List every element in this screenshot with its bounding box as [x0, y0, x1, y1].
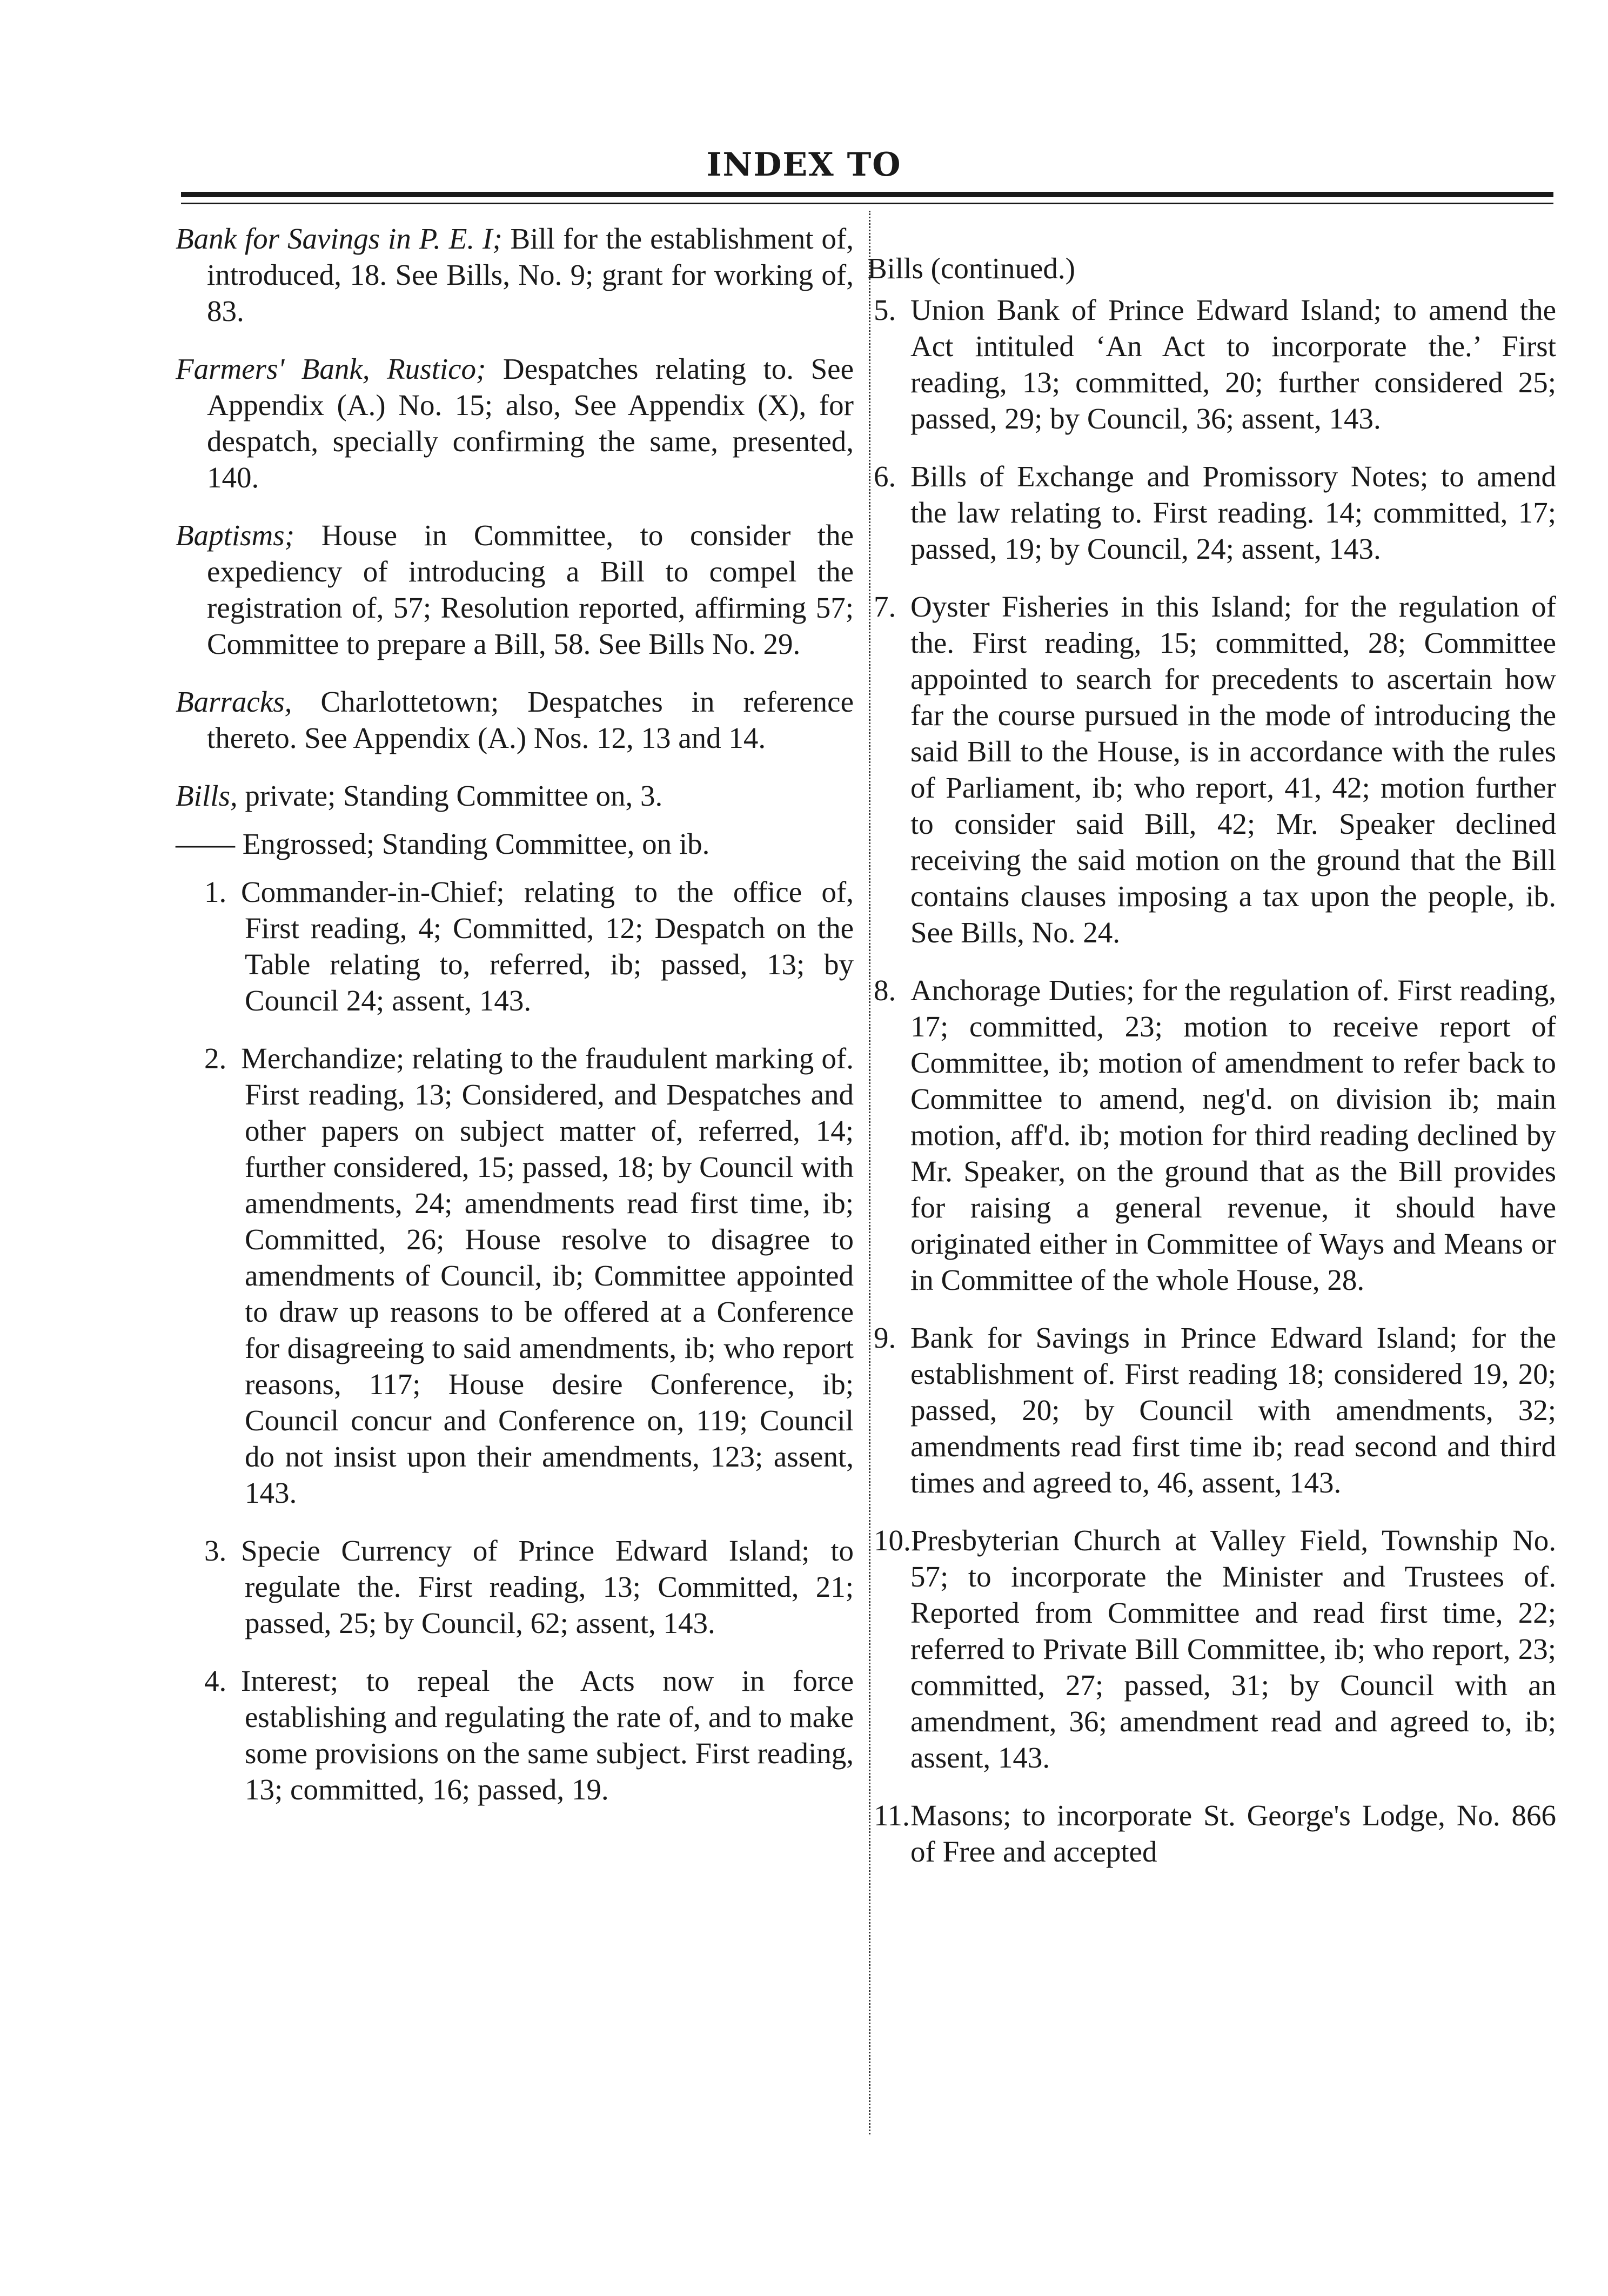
- bill-entry: 1. Commander-in-Chief; relating to the office of, First reading, 4; Committed, 12; Despatch on the Table relating to, referred, ib; passed, 13; by Council 24; assent, 143.: [204, 875, 854, 1017]
- right-column: [867, 220, 1556, 1891]
- index-entry: Farmers' Bank, Rustico; Despatches relating to. See Appendix (A.) No. 15; also, See Appendix (X), for despatch, specially confirming the same, presented, 140.: [176, 352, 854, 494]
- bill-entry: 7. Oyster Fisheries in this Island; for the regulation of the. First reading, 15; committed, 28; Committee appointed to search for precedents to ascertain how far the course pursued in the mode of introducing the said Bill to the House, is in accordance with the rules of Parliament, ib; who report, 41, 42; motion further to consider said Bill, 42; Mr. Speaker declined receiving the said motion on the ground that the Bill contains clauses imposing a tax upon the people, ib. See Bills, No. 24.: [874, 590, 1556, 949]
- bill-entry: 4. Interest; to repeal the Acts now in force establishing and regulating the rate of, and to make some provisions on the same subject. First reading, 13; committed, 16; passed, 19.: [204, 1664, 854, 1806]
- bill-entry: 10.Presbyterian Church at Valley Field, Township No. 57; to incorporate the Minister and Trustees of. Reported from Committee and read first time, 22; referred to Private Bill Committee, ib; who report, 23; committed, 27; passed, 31; by Council with an amendment, 36; amendment read and agreed to, ib; assent, 143.: [874, 1524, 1556, 1774]
- page-header: INDEX TO: [706, 146, 902, 184]
- index-entry: Baptisms; House in Committee, to consider the expediency of introducing a Bill to compel the registration of, 57; Resolution reported, affirming 57; Committee to prepare a Bill, 58. See Bills No. 29.: [176, 519, 854, 660]
- bill-entry: 6. Bills of Exchange and Promissory Notes; to amend the law relating to. First reading. 14; committed, 17; passed, 19; by Council, 24; assent, 143.: [874, 460, 1556, 565]
- bill-entry: 8. Anchorage Duties; for the regulation of. First reading, 17; committed, 23; motion to receive report of Committee, ib; motion of amendment to refer back to Committee to amend, neg'd. on division ib; main motion, aff'd. ib; motion for third reading declined by Mr. Speaker, on the ground that as the Bill provides for raising a general revenue, it should have originated either in Committee of Ways and Means or in Committee of the whole House, 28.: [874, 974, 1556, 1296]
- bill-entry: 9. Bank for Savings in Prince Edward Island; for the establishment of. First reading 18; considered 19, 20; passed, 20; by Council with amendments, 32; amendments read first time ib; read second and third times and agreed to, 46, assent, 143.: [874, 1321, 1556, 1499]
- index-entry: Bills, private; Standing Committee on, 3.: [176, 779, 663, 812]
- bill-entry: 5. Union Bank of Prince Edward Island; to amend the Act intituled ‘An Act to incorporate the.’ First reading, 13; committed, 20; further considered 25; passed, 29; by Council, 36; assent, 143.: [874, 293, 1556, 435]
- index-entry: —— Engrossed; Standing Committee, on ib.: [176, 827, 710, 860]
- bill-entry: 11.Masons; to incorporate St. George's Lodge, No. 866 of Free and accepted: [874, 1799, 1556, 1868]
- index-entry: Bank for Savings in P. E. I; Bill for the establishment of, introduced, 18. See Bills, No. 9; grant for working of, 83.: [176, 222, 854, 327]
- index-entry: Barracks, Charlottetown; Despatches in reference thereto. See Appendix (A.) Nos. 12, 13 and 14.: [176, 685, 854, 754]
- header-rule-thin: [181, 203, 1553, 204]
- left-column: [176, 220, 854, 1829]
- bill-entry: 2. Merchandize; relating to the fraudulent marking of. First reading, 13; Considered, and Despatches and other papers on subject matter of, referred, 14; further considered, 15; passed, 18; by Council with amendments, 24; amendments read first time, ib; Committed, 26; House resolve to disagree to amendments of Council, ib; Committee appointed to draw up reasons to be offered at a Conference for disagreeing to said amendments, ib; who report reasons, 117; House desire Conference, ib; Council concur and Conference on, 119; Council do not insist upon their amendments, 123; assent, 143.: [204, 1042, 854, 1509]
- continued-heading: Bills (continued.): [867, 252, 1075, 285]
- bill-entry: 3. Specie Currency of Prince Edward Island; to regulate the. First reading, 13; Committed, 21; passed, 25; by Council, 62; assent, 143.: [204, 1534, 854, 1639]
- header-rule-thick: [181, 192, 1553, 197]
